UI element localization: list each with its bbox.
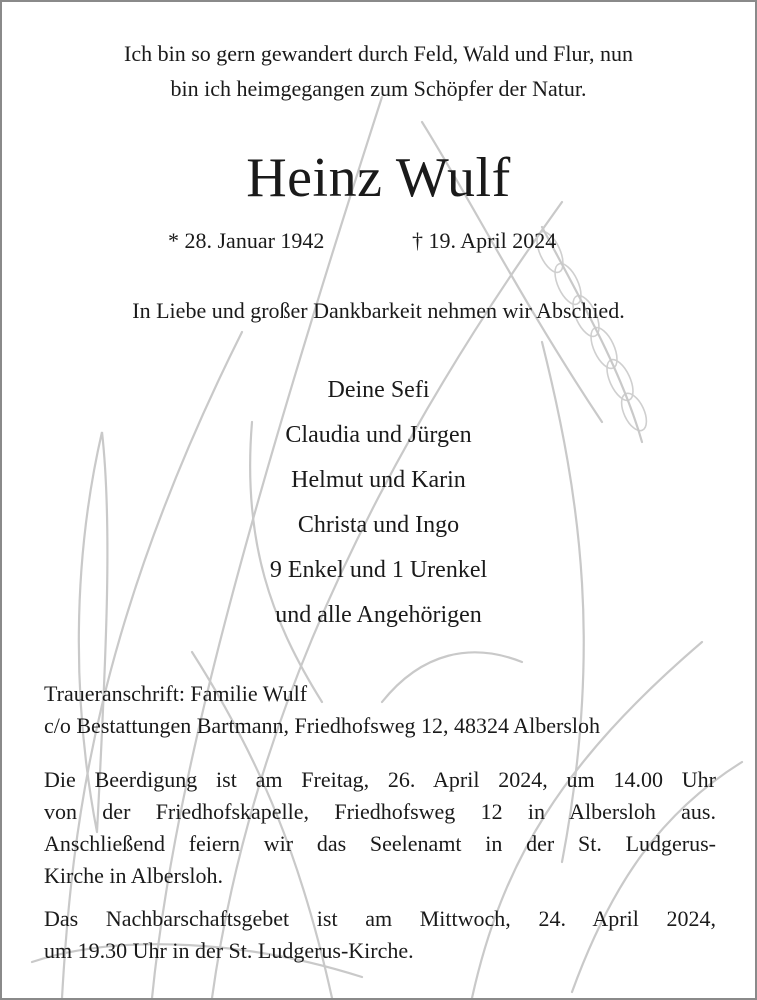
mourning-address (44, 678, 600, 742)
funeral-line: von der Friedhofskapelle, Friedhofsweg 12 in Albersloh aus. (44, 799, 716, 824)
funeral-details (44, 764, 716, 892)
funeral-line: Die Beerdigung ist am Freitag, 26. April 2024, um 14.00 Uhr (44, 767, 716, 792)
prayer-line: Das Nachbarschaftsgebet ist am Mittwoch, 24. April 2024, (44, 906, 716, 931)
life-dates (2, 226, 755, 256)
mourner-item: Deine Sefi (327, 377, 430, 403)
funeral-line: Anschließend feiern wir das Seelenamt in der St. Ludgerus- (44, 831, 716, 856)
prayer-line: um 19.30 Uhr in der St. Ludgerus-Kirche. (44, 938, 414, 963)
poem-line: Ich bin so gern gewandert durch Feld, Wald und Flur, nun (124, 41, 633, 66)
poem-line: bin ich heimgegangen zum Schöpfer der Natur. (170, 76, 587, 101)
mourner-item: und alle Angehörigen (275, 602, 482, 628)
prayer-details (44, 903, 716, 967)
address-line: Traueranschrift: Familie Wulf (44, 681, 308, 706)
death-date: † 19. April 2024 (412, 228, 557, 253)
birth-date: * 28. Januar 1942 (168, 228, 325, 253)
mourner-item: Claudia und Jürgen (285, 422, 472, 448)
funeral-line: Kirche in Albersloh. (44, 863, 224, 888)
address-line: c/o Bestattungen Bartmann, Friedhofsweg 12, 48324 Albersloh (44, 713, 601, 738)
deceased-name: Heinz Wulf (246, 147, 511, 209)
mourner-item: 9 Enkel und 1 Urenkel (269, 557, 488, 583)
mourner-item: Helmut und Karin (291, 467, 466, 493)
farewell-line: In Liebe und großer Dankbarkeit nehmen wir Abschied. (132, 298, 625, 323)
mourner-item: Christa und Ingo (297, 512, 460, 538)
poem (2, 36, 755, 106)
mourners-list (2, 368, 755, 638)
